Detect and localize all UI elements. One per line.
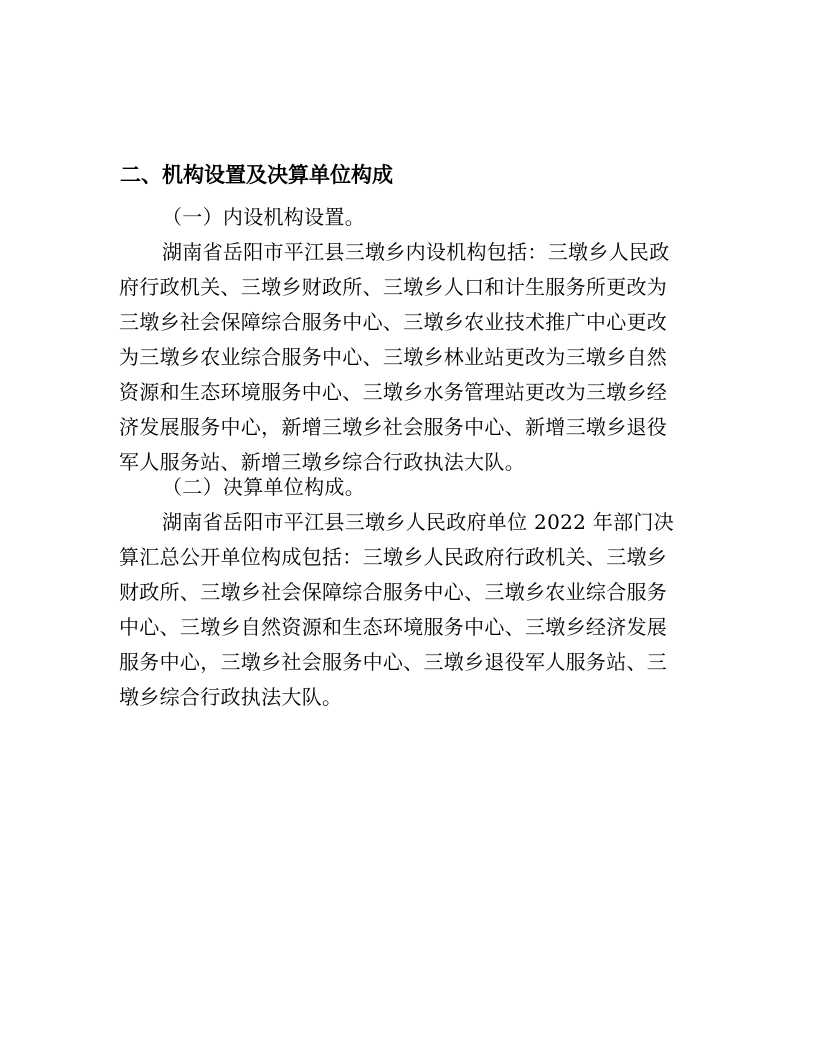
paragraph-line: 资源和生态环境服务中心、三墩乡水务管理站更改为三墩乡经 [119,380,668,404]
paragraph-line: 府行政机关、三墩乡财政所、三墩乡人口和计生服务所更改为 [119,275,668,299]
paragraph-line: 服务中心，三墩乡社会服务中心、三墩乡退役军人服务站、三 [119,650,668,674]
paragraph-line: 中心、三墩乡自然资源和生态环境服务中心、三墩乡经济发展 [119,615,668,639]
paragraph-line: 三墩乡社会保障综合服务中心、三墩乡农业技术推广中心更改 [119,310,668,334]
paragraph-line: 湖南省岳阳市平江县三墩乡人民政府单位 2022 年部门决 [162,510,675,534]
section-heading: 二、机构设置及决算单位构成 [120,163,393,187]
paragraph-line: 墩乡综合行政执法大队。 [119,685,343,709]
paragraph-line: 济发展服务中心，新增三墩乡社会服务中心、新增三墩乡退役 [119,415,668,439]
subsection-heading-budget-units: （二）决算单位构成。 [162,475,365,499]
subsection-heading-internal-structure: （一）内设机构设置。 [162,205,365,229]
paragraph-line: 湖南省岳阳市平江县三墩乡内设机构包括：三墩乡人民政 [162,240,670,264]
paragraph-line: 算汇总公开单位构成包括：三墩乡人民政府行政机关、三墩乡 [119,545,668,569]
paragraph-line: 军人服务站、新增三墩乡综合行政执法大队。 [119,450,525,474]
paragraph-line: 为三墩乡农业综合服务中心、三墩乡林业站更改为三墩乡自然 [119,345,668,369]
paragraph-line: 财政所、三墩乡社会保障综合服务中心、三墩乡农业综合服务 [119,580,668,604]
